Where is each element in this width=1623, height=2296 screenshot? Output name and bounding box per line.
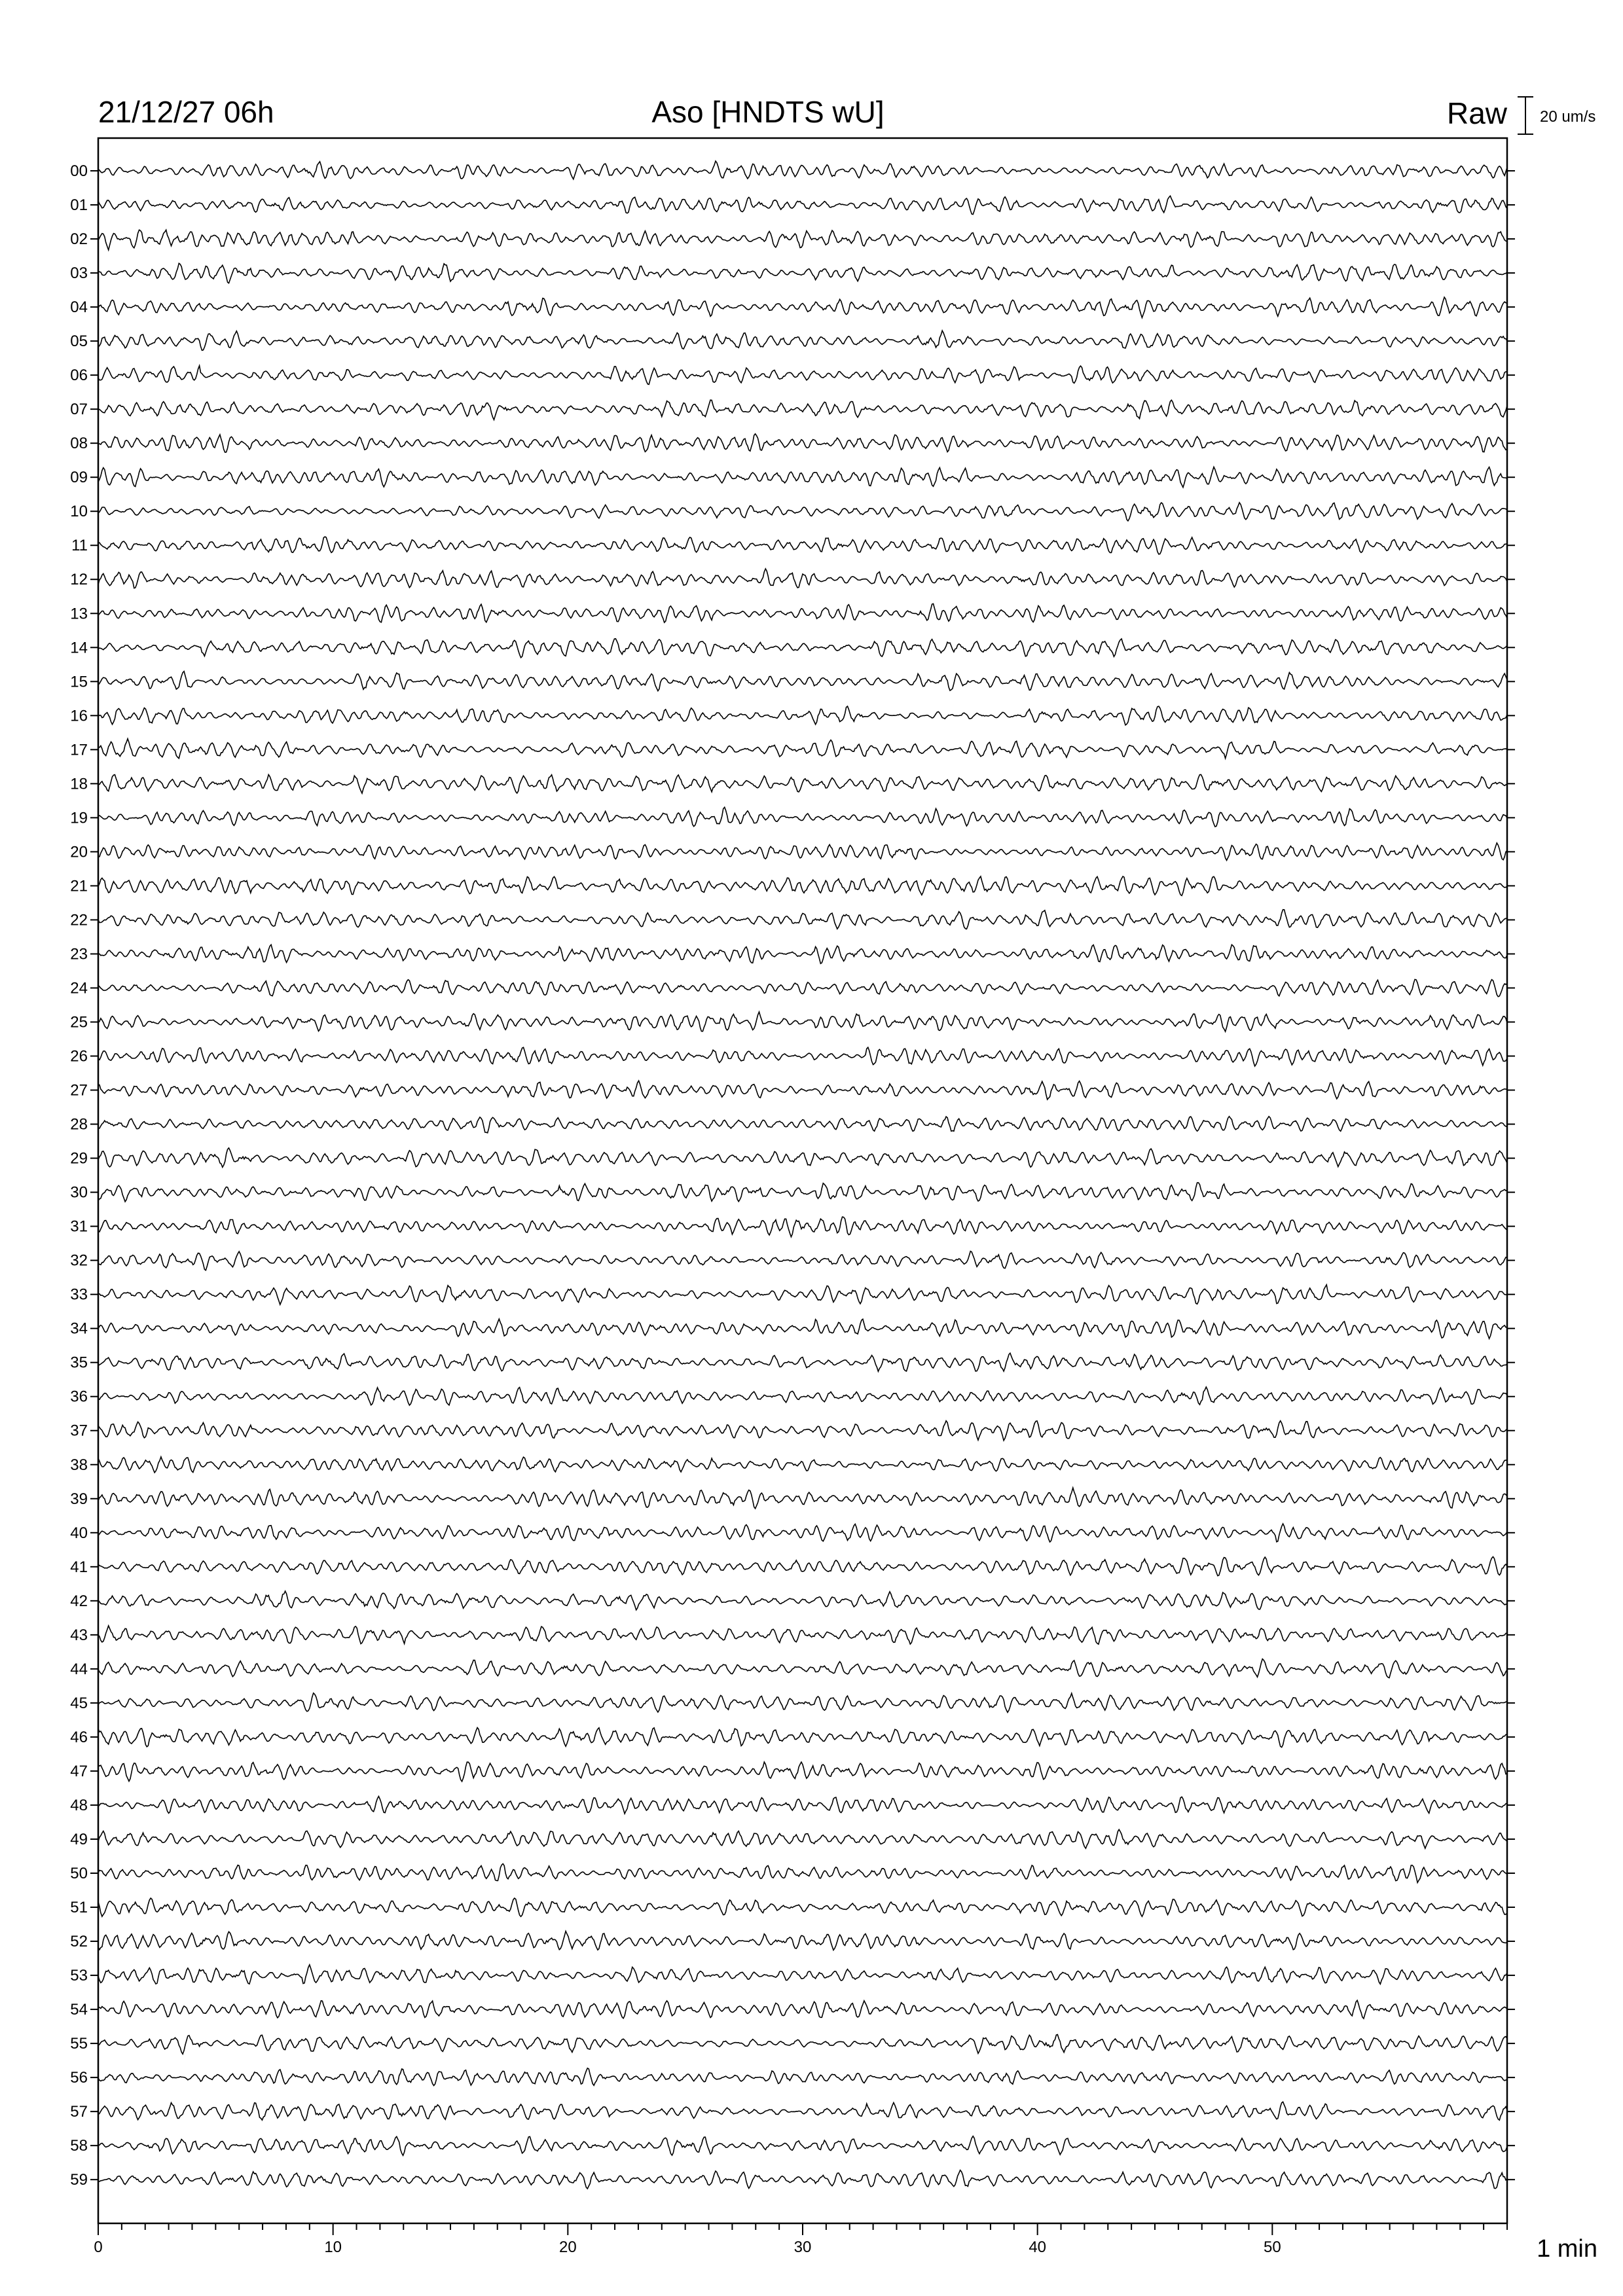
row-label: 28: [70, 1115, 88, 1134]
trace-line: [98, 603, 1507, 622]
row-label: 57: [70, 2103, 88, 2121]
chart-header: [98, 95, 1596, 134]
trace-line: [98, 1148, 1507, 1168]
trace-line: [98, 331, 1507, 350]
trace-line: [98, 1898, 1507, 1916]
trace-line: [98, 775, 1507, 794]
row-label: 55: [70, 2035, 88, 2053]
trace-line: [98, 1217, 1507, 1237]
row-label: 04: [70, 298, 88, 317]
trace-line: [98, 297, 1507, 317]
x-tick-label: 10: [324, 2238, 342, 2256]
row-label: 29: [70, 1149, 88, 1168]
row-label: 01: [70, 196, 88, 215]
trace-line: [98, 1285, 1507, 1304]
trace-line: [98, 1931, 1507, 1950]
row-label: 13: [70, 605, 88, 623]
trace-line: [98, 1693, 1507, 1713]
row-label: 53: [70, 1967, 88, 1985]
row-label: 02: [70, 230, 88, 249]
row-label: 00: [70, 162, 88, 180]
row-label: 37: [70, 1422, 88, 1440]
row-label: 12: [70, 571, 88, 589]
row-label: 18: [70, 775, 88, 793]
trace-line: [98, 1421, 1507, 1441]
header-mode: Raw: [1446, 96, 1507, 130]
trace-line: [98, 1353, 1507, 1371]
trace-line: [98, 843, 1507, 861]
trace-line: [98, 1319, 1507, 1338]
x-unit-label: 1 min: [1537, 2235, 1597, 2263]
trace-line: [98, 1591, 1507, 1610]
trace-line: [98, 161, 1507, 179]
trace-line: [98, 537, 1507, 554]
trace-line: [98, 1524, 1507, 1542]
row-label: 45: [70, 1694, 88, 1712]
header-station: Aso [HNDTS wU]: [651, 95, 884, 129]
row-label: 48: [70, 1796, 88, 1814]
trace-line: [98, 1117, 1507, 1133]
trace-line: [98, 1251, 1507, 1270]
trace-line: [98, 1762, 1507, 1782]
row-label: 11: [71, 537, 88, 555]
row-label: 49: [70, 1830, 88, 1848]
row-label: 14: [70, 639, 88, 657]
row-label: 39: [70, 1490, 88, 1508]
trace-line: [98, 2102, 1507, 2121]
row-label: 15: [70, 673, 88, 691]
row-label: 47: [70, 1762, 88, 1780]
trace-line: [98, 1488, 1507, 1509]
row-label: 36: [70, 1388, 88, 1406]
trace-line: [98, 230, 1507, 250]
trace-line: [98, 1557, 1507, 1576]
row-label: 25: [70, 1013, 88, 1031]
trace-line: [98, 1012, 1507, 1031]
row-label: 09: [70, 469, 88, 487]
row-label: 06: [70, 367, 88, 385]
row-label: 34: [70, 1319, 88, 1338]
trace-line: [98, 1047, 1507, 1066]
trace-line: [98, 1728, 1507, 1748]
row-label-group: [70, 162, 1515, 2189]
x-tick-label: 40: [1029, 2238, 1047, 2256]
x-tick-label: 30: [793, 2238, 812, 2256]
x-tick-label: 20: [558, 2238, 577, 2256]
trace-line: [98, 706, 1507, 725]
row-label: 42: [70, 1592, 88, 1610]
row-label: 40: [70, 1524, 88, 1542]
trace-line: [98, 1659, 1507, 1678]
row-label: 50: [70, 1865, 88, 1882]
row-label: 54: [70, 2001, 88, 2019]
trace-line: [98, 807, 1507, 827]
trace-line: [98, 434, 1507, 452]
row-label: 27: [70, 1081, 88, 1100]
row-label: 05: [70, 332, 88, 351]
row-label: 46: [70, 1728, 88, 1746]
trace-line: [98, 979, 1507, 996]
trace-line: [98, 569, 1507, 588]
row-label: 44: [70, 1660, 88, 1678]
trace-line: [98, 2170, 1507, 2189]
header-datetime: 21/12/27 06h: [98, 95, 274, 129]
trace-line: [98, 639, 1507, 658]
row-label: 16: [70, 707, 88, 725]
x-axis: [94, 2223, 1507, 2256]
trace-line: [98, 366, 1507, 385]
row-label: 20: [70, 843, 88, 861]
trace-line: [98, 2000, 1507, 2018]
row-label: 03: [70, 264, 88, 283]
trace-line: [98, 876, 1507, 895]
row-label: 31: [70, 1217, 88, 1236]
row-label: 38: [70, 1456, 88, 1474]
row-label: 21: [70, 877, 88, 895]
row-label: 19: [70, 809, 88, 827]
row-label: 51: [70, 1899, 88, 1917]
row-label: 17: [70, 741, 88, 759]
trace-line: [98, 2068, 1507, 2086]
trace-line: [98, 1829, 1507, 1848]
trace-line: [98, 196, 1507, 214]
row-label: 35: [70, 1354, 88, 1372]
row-label: 08: [70, 435, 88, 453]
trace-line: [98, 1387, 1507, 1405]
x-tick-label: 50: [1263, 2238, 1281, 2256]
row-label: 07: [70, 401, 88, 419]
trace-line: [98, 1626, 1507, 1644]
trace-line: [98, 1864, 1507, 1883]
row-label: 24: [70, 979, 88, 997]
trace-line: [98, 2136, 1507, 2156]
row-label: 23: [70, 945, 88, 963]
x-tick-label: 0: [94, 2238, 103, 2256]
row-label: 10: [70, 503, 88, 521]
trace-line: [98, 910, 1507, 929]
trace-line: [98, 1081, 1507, 1100]
trace-line: [98, 739, 1507, 759]
row-label: 26: [70, 1047, 88, 1066]
trace-group: [98, 161, 1507, 2189]
trace-line: [98, 467, 1507, 487]
trace-line: [98, 1797, 1507, 1814]
trace-line: [98, 944, 1507, 963]
row-label: 30: [70, 1183, 88, 1202]
row-label: 43: [70, 1626, 88, 1644]
row-label: 33: [70, 1285, 88, 1304]
row-label: 41: [70, 1558, 88, 1576]
trace-line: [98, 263, 1507, 283]
trace-line: [98, 2035, 1507, 2054]
row-label: 22: [70, 911, 88, 929]
scale-bar: [1518, 97, 1533, 134]
trace-line: [98, 1457, 1507, 1473]
trace-line: [98, 1183, 1507, 1202]
trace-line: [98, 503, 1507, 521]
scale-label: 20 um/s: [1540, 108, 1596, 126]
row-label: 59: [70, 2171, 88, 2189]
row-label: 52: [70, 1933, 88, 1951]
trace-line: [98, 1965, 1507, 1984]
row-label: 56: [70, 2069, 88, 2087]
trace-line: [98, 400, 1507, 420]
row-label: 58: [70, 2137, 88, 2155]
trace-line: [98, 672, 1507, 691]
row-label: 32: [70, 1251, 88, 1270]
